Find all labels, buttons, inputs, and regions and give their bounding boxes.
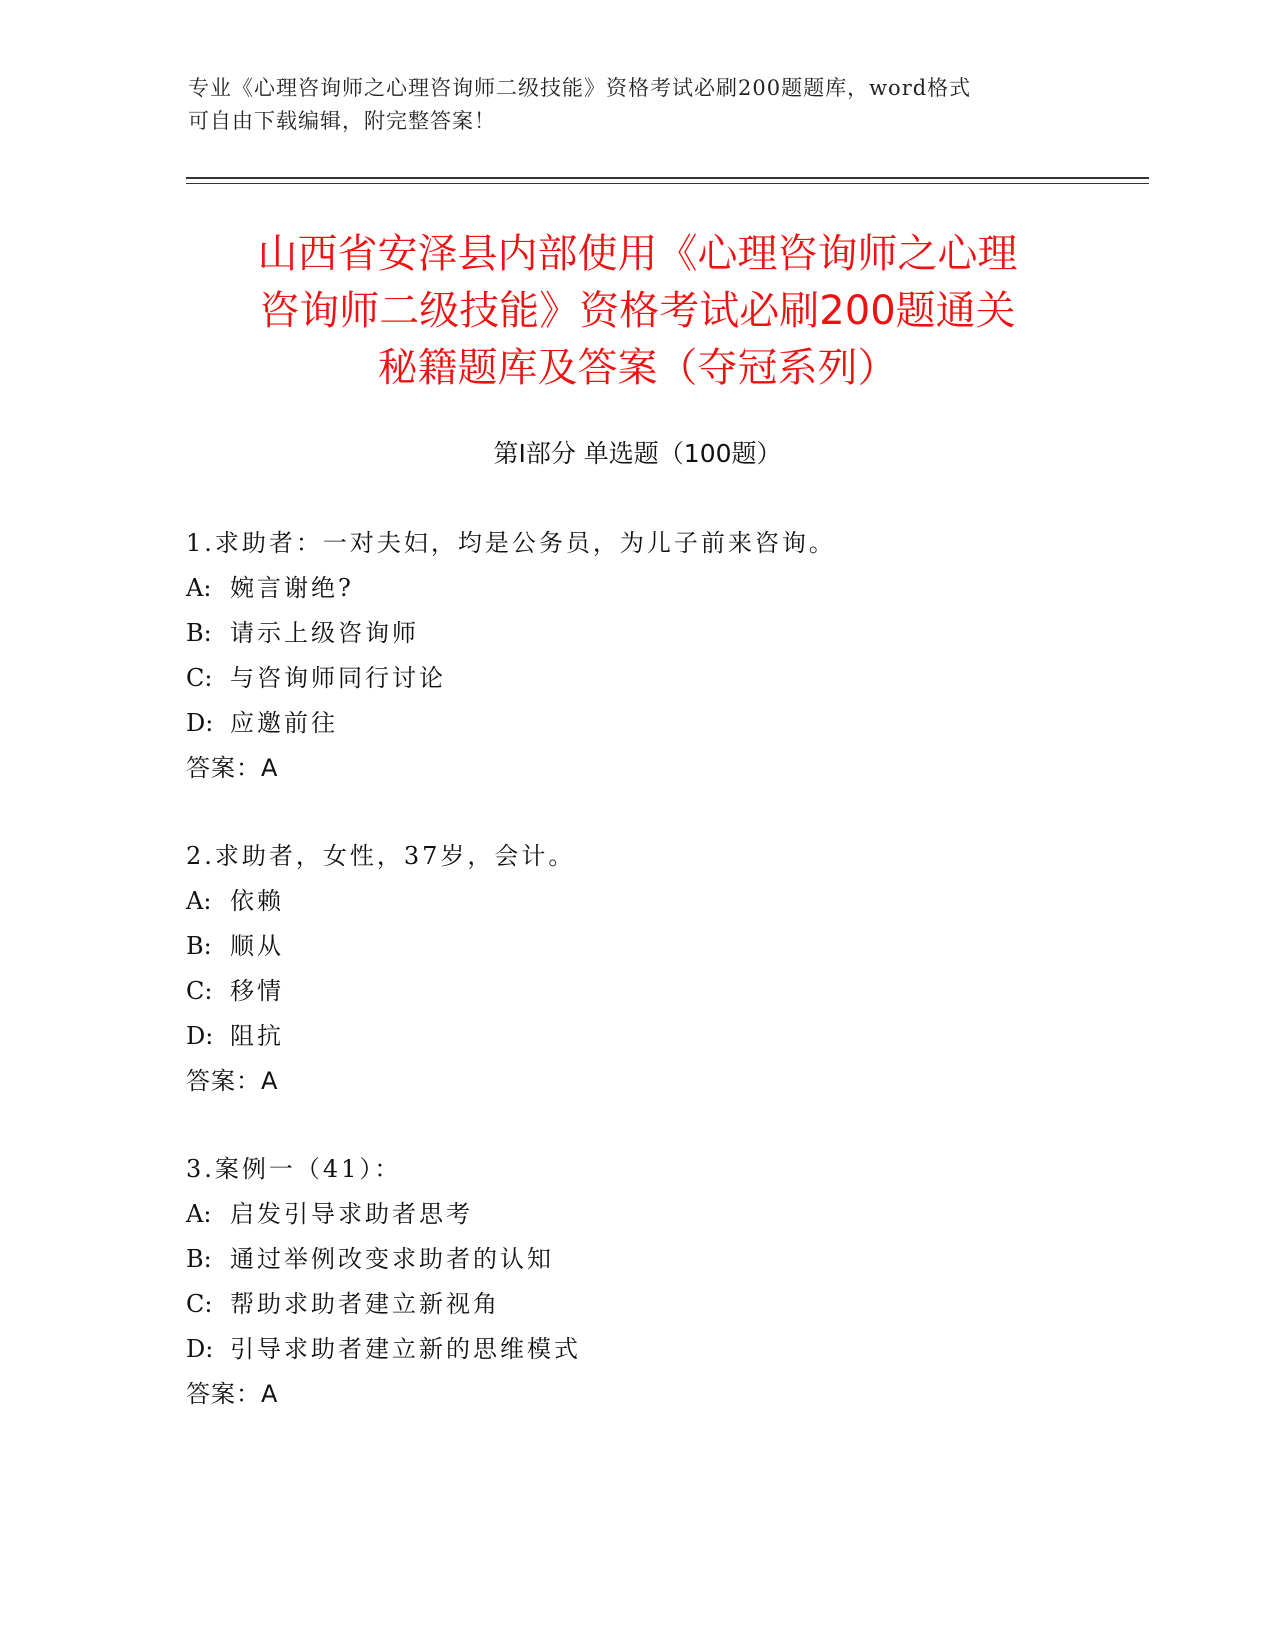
question-stem: 3.案例一（41）： (186, 1155, 402, 1183)
option-b (186, 1237, 1146, 1282)
option-c (186, 656, 1146, 701)
answer-line: 答案：A (186, 754, 279, 782)
header-note (188, 72, 1088, 138)
option-key: D: (186, 709, 214, 737)
answer-line: 答案：A (186, 1067, 279, 1095)
option-b (186, 924, 1146, 969)
option-key: B: (186, 932, 212, 960)
option-text: 移情 (230, 977, 284, 1005)
option-d (186, 1014, 1146, 1059)
option-text: 引导求助者建立新的思维模式 (230, 1335, 581, 1363)
option-text: 与咨询师同行讨论 (230, 664, 446, 692)
question-stem: 2.求助者，女性，37岁，会计。 (186, 842, 576, 870)
header-note-line: 可自由下载编辑，附完整答案！ (188, 109, 496, 133)
option-text: 应邀前往 (230, 709, 338, 737)
option-c (186, 969, 1146, 1014)
option-text: 阻抗 (230, 1022, 284, 1050)
option-b (186, 611, 1146, 656)
option-d (186, 1327, 1146, 1372)
option-key: B: (186, 619, 212, 647)
option-key: C: (186, 1290, 213, 1318)
option-text: 请示上级咨询师 (230, 619, 419, 647)
question-3 (186, 1147, 1146, 1417)
document-title-line: 山西省安泽县内部使用《心理咨询师之心理 (257, 231, 1018, 277)
option-key: D: (186, 1335, 214, 1363)
document-title-line: 秘籍题库及答案（夺冠系列） (377, 345, 898, 391)
option-text: 顺从 (230, 932, 284, 960)
question-2 (186, 834, 1146, 1104)
option-a (186, 566, 1146, 611)
option-text: 依赖 (230, 887, 284, 915)
question-1 (186, 521, 1146, 791)
option-key: C: (186, 977, 213, 1005)
option-a (186, 1192, 1146, 1237)
option-key: A: (186, 574, 212, 602)
header-divider (186, 177, 1149, 179)
option-key: C: (186, 664, 213, 692)
option-text: 婉言谢绝? (230, 574, 354, 602)
section-title: 第Ⅰ部分 单选题（100题） (493, 439, 782, 468)
header-divider (186, 183, 1149, 184)
answer-line: 答案：A (186, 1380, 279, 1408)
option-text: 帮助求助者建立新视角 (230, 1290, 500, 1318)
option-key: A: (186, 1200, 212, 1228)
option-c (186, 1282, 1146, 1327)
option-a (186, 879, 1146, 924)
option-text: 启发引导求助者思考 (230, 1200, 473, 1228)
option-text: 通过举例改变求助者的认知 (230, 1245, 554, 1273)
option-key: D: (186, 1022, 214, 1050)
option-key: B: (186, 1245, 212, 1273)
document-title (150, 226, 1125, 397)
header-note-line: 专业《心理咨询师之心理咨询师二级技能》资格考试必刷200题题库，word格式 (188, 76, 972, 100)
option-d (186, 701, 1146, 746)
option-key: A: (186, 887, 212, 915)
question-stem: 1.求助者：一对夫妇，均是公务员，为儿子前来咨询。 (186, 529, 836, 557)
document-title-line: 咨询师二级技能》资格考试必刷200题通关 (259, 288, 1016, 334)
